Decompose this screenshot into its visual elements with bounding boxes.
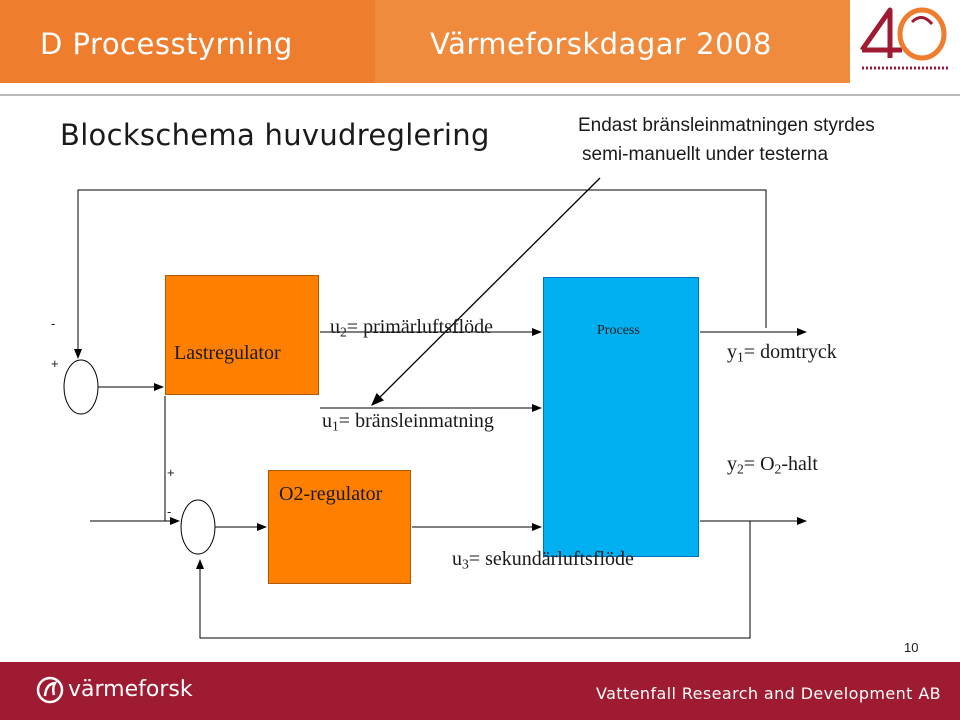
slide-title: Blockschema huvudreglering bbox=[60, 118, 490, 152]
page-number: 10 bbox=[904, 640, 919, 655]
junction-top-minus-sign: - bbox=[51, 316, 56, 331]
annotation-line-1: Endast bränsleinmatningen styrdes bbox=[578, 115, 875, 136]
junction-bottom-minus-sign: - bbox=[167, 504, 172, 519]
junction-top-plus-sign: + bbox=[51, 356, 59, 371]
u3-label: $u_3=$ sekundärluftsflöde bbox=[452, 548, 634, 572]
footer-brand: värmeforsk bbox=[68, 677, 193, 702]
summing-junction-top bbox=[64, 360, 98, 414]
section-title: D Processtyrning bbox=[40, 27, 293, 61]
process-block bbox=[543, 277, 699, 557]
event-title: Värmeforskdagar 2008 bbox=[430, 27, 772, 61]
u1-label: $u_1=$ bränsleinmatning bbox=[322, 410, 494, 434]
lastregulator-block bbox=[165, 275, 319, 395]
junction-bottom-plus-sign: + bbox=[167, 465, 175, 480]
o2-regulator-label: O2-regulator bbox=[279, 483, 383, 505]
varmeforsk-logo-icon bbox=[36, 676, 64, 704]
footer-company: Vattenfall Research and Development AB bbox=[596, 684, 942, 703]
summing-junction-bottom bbox=[181, 500, 215, 554]
y1-label: $y_1=$ domtryck bbox=[727, 341, 837, 365]
process-label: Process bbox=[597, 323, 640, 338]
o2-regulator-block bbox=[268, 470, 411, 584]
annotation-line-2: semi-manuellt under testerna bbox=[582, 144, 829, 165]
lastregulator-label: Lastregulator bbox=[174, 342, 281, 364]
y2-label: $y_2=$ $O_2$-halt bbox=[727, 453, 818, 477]
u2-label: $u_2=$ primärluftsflöde bbox=[330, 316, 494, 340]
